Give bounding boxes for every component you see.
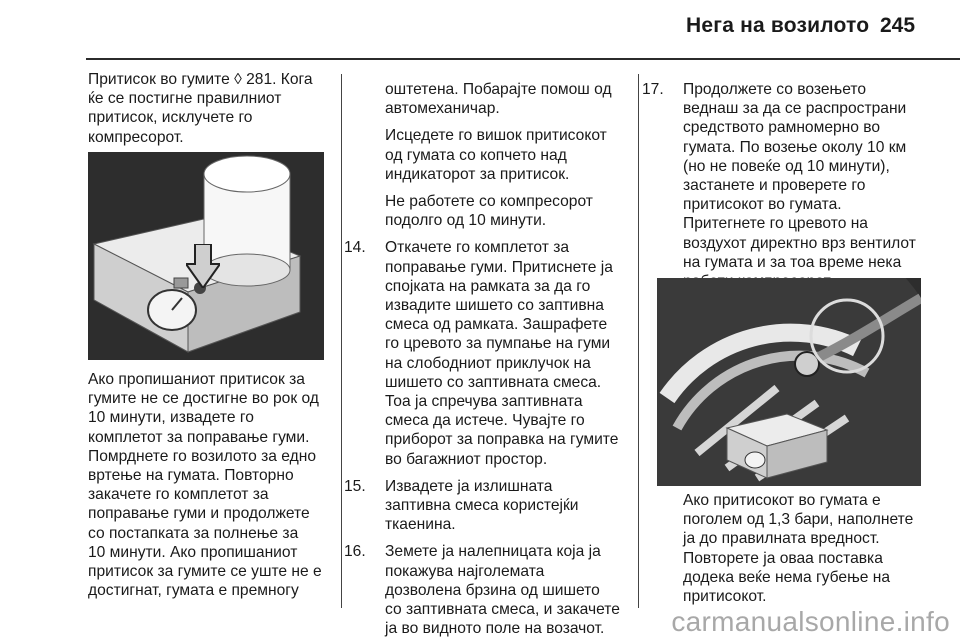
text-line: поправање гуми и продолжете: [88, 505, 310, 523]
text-line: Не работете со компресорот: [385, 193, 593, 211]
text-line: 10 минути, извадете го: [88, 409, 254, 427]
text-line: веднаш за да се распространи: [683, 100, 907, 118]
text-line: воздухот директно врз вентилот: [683, 234, 916, 252]
text-line: индикаторот за притисок.: [385, 165, 570, 183]
step-item: [344, 542, 634, 638]
compressor-illustration: [88, 152, 324, 360]
text-line: поголем од 1,3 бари, наполнете: [683, 511, 914, 529]
text-line: Помрднете го возилото за едно: [88, 447, 317, 465]
text-line: Продолжете со возењето: [683, 81, 866, 98]
text-line: 10 минути. Ако пропишаниот: [88, 543, 298, 561]
text-line: со постапката за полнење за: [88, 524, 299, 542]
text-line: автомеханичар.: [385, 100, 500, 118]
tyre-valve-illustration-graphic: [657, 278, 921, 486]
text-line: ја во видното поле на возачот.: [385, 620, 605, 638]
text-line: од гумата со копчето над: [385, 146, 567, 164]
text-line: со заптивната смеса, и закачете: [385, 601, 620, 619]
text-line: во багажниот простор.: [385, 450, 548, 468]
text-line: смеса да истече. Чувајте го: [385, 412, 585, 430]
step-item: [344, 477, 634, 535]
column-3: [642, 80, 940, 291]
step-number: 14.: [344, 239, 366, 257]
paragraph: [344, 80, 634, 118]
text-line: дозволена брзина од шишето: [385, 581, 600, 599]
text-line: ќе се постигне правилниот: [88, 90, 282, 108]
paragraph: [88, 370, 333, 600]
text-line: извадите шишето со заптивна: [385, 297, 604, 315]
text-line: притисок, исклучете го: [88, 109, 253, 127]
page-number: 245: [880, 14, 916, 37]
text-line: вртење на гумата. Повторно: [88, 467, 294, 485]
text-line: смеса од рамката. Зашрафете: [385, 316, 608, 334]
text-line: на слободниот приклучок на: [385, 354, 591, 372]
text-line: приборот за поправка на гумите: [385, 431, 619, 449]
text-line: на гумата и за тоа време нека: [683, 253, 902, 271]
step-number: 17.: [642, 81, 664, 98]
text-line: притисокот во гумата.: [683, 196, 842, 214]
text-line: Повторете ја оваа поставка: [683, 549, 883, 567]
text-line: Притегнете го цревото на: [683, 215, 868, 233]
paragraph: [88, 70, 328, 147]
text-line: заптивна смеса користејќи: [385, 497, 579, 515]
header-rule: [86, 58, 960, 60]
paragraph: [683, 491, 945, 606]
text-line: шишето со заптивната смеса.: [385, 373, 602, 391]
column-divider: [638, 74, 639, 608]
text-line: застанете и проверете го: [683, 177, 866, 195]
text-line: ткаенина.: [385, 516, 456, 534]
text-line: Земете ја налепницата која ја: [385, 543, 601, 561]
text-line: (но не повеќе од 10 минути),: [683, 157, 890, 175]
text-line: спојката на рамката за да го: [385, 277, 591, 295]
text-line: компресорот.: [88, 128, 184, 146]
arrow-down-icon: [186, 244, 220, 288]
text-line: Откачете го комплетот за: [385, 239, 570, 257]
watermark-text: carmanualsonline.info: [671, 606, 950, 637]
text-line: комплетот за поправање гуми.: [88, 428, 310, 446]
page-header-title: Нега на возилото: [686, 14, 870, 37]
column-1-bottom: [88, 370, 333, 600]
text-line: Исцедете го вишок притисокот: [385, 127, 607, 145]
column-1: [88, 70, 328, 147]
column-divider: [341, 74, 342, 608]
text-line: средството рамномерно во: [683, 119, 881, 137]
text-line: Ако пропишаниот притисок за: [88, 371, 305, 388]
text-line: притисок за гумите се уште не е: [88, 563, 322, 581]
text-line: подолго од 10 минути.: [385, 212, 547, 230]
text-line: гумите не се достигне во рок од: [88, 390, 319, 408]
tyre-valve-illustration: [657, 278, 921, 486]
step-item: [344, 238, 634, 468]
text-line: достигнат, гумата е премногу: [88, 582, 299, 600]
text-line: гумата. По возење околу 10 км: [683, 138, 907, 156]
text-line: Притисок во гумите ◊ 281. Кога: [88, 71, 313, 88]
paragraph: [344, 192, 634, 230]
step-number: 15.: [344, 477, 366, 495]
text-line: притисокот.: [683, 588, 767, 606]
step-number: 16.: [344, 543, 366, 561]
paragraph: [344, 126, 634, 184]
text-line: покажува најголемата: [385, 562, 545, 580]
text-line: додека веќе нема губење на: [683, 568, 891, 586]
text-line: ја до правилната вредност.: [683, 530, 880, 548]
text-line: оштетена. Побарајте помош од: [385, 81, 612, 98]
text-line: Ако притисокот во гумата е: [683, 492, 881, 509]
step-item: [642, 80, 940, 291]
text-line: го цревото за пумпање на гуми: [385, 335, 611, 353]
text-line: Извадете ја излишната: [385, 477, 553, 495]
column-2: [344, 80, 634, 638]
text-line: поправање гуми. Притиснете ја: [385, 258, 613, 276]
text-line: Тоа ја спречува заптивната: [385, 393, 583, 411]
column-3-bottom: [683, 491, 945, 606]
text-line: закачете го комплетот за: [88, 486, 269, 504]
